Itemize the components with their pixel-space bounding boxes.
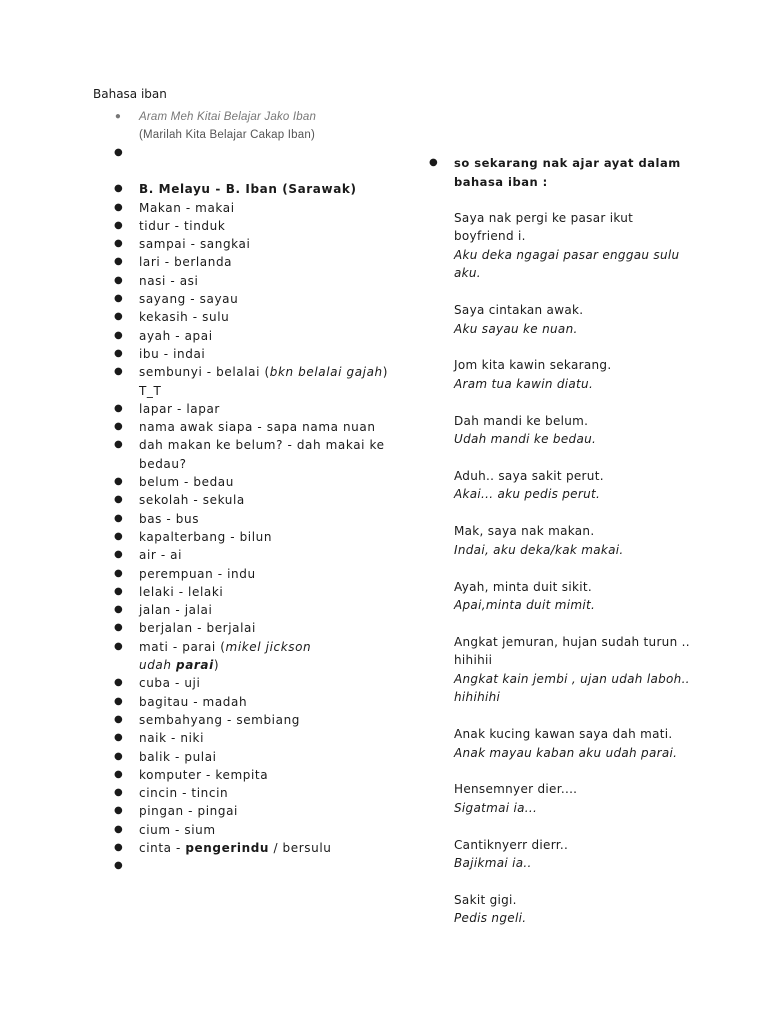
cinta-pre: cinta - [139,840,186,855]
list-item-continuation [112,455,372,473]
list-item [112,400,372,418]
vocab-text: komputer - kempita [139,767,269,782]
list-item [112,345,372,363]
vocab-text: kekasih - sulu [139,310,230,325]
vocab-group-1 [112,199,372,364]
iban-sentence: Aram tua kawin diatu. [454,376,594,391]
vocab-text: ibu - indai [139,346,206,361]
bullet-icon: ● [114,111,122,122]
dah-makan-line-1: dah makan ke belum? - dah makai ke [139,438,385,453]
intro-item-continuation [112,126,372,144]
list-item [112,235,372,253]
list-title-item [112,180,372,198]
malay-sentence: Aduh.. saya sakit perut. [454,469,604,484]
right-heading-line-2: bahasa iban : [454,174,548,189]
bullet-icon: ● [114,256,124,268]
intro-item [112,108,372,126]
malay-sentence: Anak kucing kawan saya dah mati. [454,727,673,742]
sentence-pair [454,725,694,762]
vocab-text: lari - berlanda [139,255,233,270]
vocab-text: berjalan - berjalai [139,621,256,636]
bullet-icon: ● [114,750,124,762]
bullet-icon: ● [114,183,124,195]
list-item [112,821,372,839]
sentence-pair [454,301,694,338]
sentence-pair [454,780,694,817]
list-item [112,217,372,235]
iban-sentence: Akai... aku pedis perut. [454,487,601,502]
bullet-icon: ● [114,311,124,323]
spacer [112,162,372,180]
bullet-icon: ● [114,805,124,817]
vocab-text: perempuan - indu [139,566,256,581]
bullet-icon: ● [114,329,124,341]
bullet-icon: ● [114,841,124,853]
iban-sentence: Indai, aku deka/kak makai. [454,542,624,557]
bullet-icon: ● [114,677,124,689]
iban-sentence: Bajikmai ia.. [454,856,532,871]
sentence-pair [454,578,694,615]
list-item [112,693,372,711]
vocab-text: jalan - jalai [139,603,213,618]
cinta-post: / bersulu [269,840,332,855]
list-item [112,272,372,290]
bullet-icon: ● [114,147,124,158]
list-item [112,583,372,601]
list-title: B. Melayu - B. Iban (Sarawak) [139,182,357,197]
right-column-heading [427,154,687,191]
bullet-icon: ● [114,201,124,213]
vocab-text: sampai - sangkai [139,237,251,252]
malay-sentence: Hensemnyer dier.... [454,782,578,797]
vocab-text: pingan - pingai [139,804,238,819]
right-heading-line-1: so sekarang nak ajar ayat dalam [454,156,681,170]
bullet-icon: ● [114,439,124,451]
vocab-text: nama awak siapa - sapa nama nuan [139,420,376,435]
list-item-mati [112,638,372,656]
bullet-icon: ● [114,238,124,250]
bullet-icon: ● [114,787,124,799]
page-heading: Bahasa iban [93,87,167,101]
sembunyi-note: bkn belalai gajah [269,365,383,380]
vocab-text: cincin - tincin [139,786,229,801]
bullet-icon: ● [114,604,124,616]
sentence-pair [454,412,694,449]
list-item [112,290,372,308]
bullet-icon: ● [114,768,124,780]
sentence-list [454,209,694,946]
list-item-sembunyi [112,363,389,381]
list-item-dah-makan [112,436,385,454]
malay-sentence: Mak, saya nak makan. [454,524,595,539]
bullet-icon: ● [114,640,124,652]
malay-sentence: Jom kita kawin sekarang. [454,358,612,373]
list-item [112,308,372,326]
dah-makan-line-2: bedau? [139,456,187,471]
vocab-text: sekolah - sekula [139,493,245,508]
list-item [112,473,372,491]
list-item [112,510,372,528]
list-item [112,528,372,546]
vocab-text: ayah - apai [139,328,213,343]
sembunyi-line-2: T_T [139,383,162,398]
list-item [112,546,372,564]
list-item [112,253,372,271]
vocab-text: cium - sium [139,822,216,837]
bullet-icon: ● [114,512,124,524]
vocab-text: sembahyang - sembiang [139,712,300,727]
sentence-pair [454,467,694,504]
bullet-icon: ● [114,219,124,231]
bullet-icon: ● [114,860,124,872]
bullet-icon: ● [114,421,124,433]
list-item-continuation [112,382,372,400]
mati-line-2-bold: parai [176,658,214,673]
sembunyi-pre: sembunyi - belalai ( [139,365,270,380]
bullet-icon: ● [114,274,124,286]
iban-sentence: Sigatmai ia... [454,800,538,815]
bullet-icon: ● [114,585,124,597]
sentence-pair [454,522,694,559]
vocab-text: kapalterbang - bilun [139,529,273,544]
list-item [112,711,372,729]
iban-sentence: aku. [454,266,481,281]
list-item [112,601,372,619]
vocab-text: sayang - sayau [139,292,239,307]
iban-sentence: Aku deka ngagai pasar enggau sulu [454,247,680,262]
empty-list-item [112,857,372,875]
vocab-text: belum - bedau [139,475,234,490]
mati-note: mikel jickson [225,639,312,654]
malay-sentence: boyfriend i. [454,229,526,244]
vocab-text: tidur - tinduk [139,218,226,233]
bullet-icon: ● [114,622,124,634]
mati-line-2-pre: udah [139,658,176,673]
malay-sentence: Sakit gigi. [454,893,517,908]
vocab-text: naik - niki [139,731,205,746]
list-item [112,748,372,766]
empty-list-item [112,144,372,162]
malay-sentence: hihihii [454,653,493,668]
list-item [112,674,372,692]
malay-sentence: Dah mandi ke belum. [454,413,589,428]
sentence-pair [454,891,694,928]
list-item [112,619,372,637]
vocab-text: balik - pulai [139,749,217,764]
vocabulary-list [112,108,389,876]
vocab-text: bagitau - madah [139,694,248,709]
bullet-icon: ● [114,347,124,359]
iban-sentence: Angkat kain jembi , ujan udah laboh.. [454,671,690,686]
iban-sentence: hihihihi [454,690,501,705]
list-item [112,491,372,509]
bullet-icon: ● [114,732,124,744]
list-item [112,327,372,345]
bullet-icon: ● [114,494,124,506]
malay-sentence: Saya cintakan awak. [454,303,584,318]
mati-pre: mati - parai ( [139,639,226,654]
bullet-icon: ● [114,567,124,579]
list-item [112,729,372,747]
vocab-group-2 [112,400,376,437]
bullet-icon: ● [114,823,124,835]
list-item [112,766,372,784]
bullet-icon: ● [429,157,439,168]
sentence-pair [454,356,694,393]
list-item [112,802,372,820]
vocab-text: lapar - lapar [139,401,220,416]
vocab-text: bas - bus [139,511,200,526]
iban-sentence: Aku sayau ke nuan. [454,321,578,336]
sentence-section-title [427,154,687,191]
vocab-text: Makan - makai [139,200,235,215]
iban-sentence: Apai,minta duit mimit. [454,598,596,613]
intro-line-1: Aram Meh Kitai Belajar Jako Iban [139,111,317,123]
list-item-continuation [112,656,372,674]
vocab-text: nasi - asi [139,273,199,288]
vocab-text: lelaki - lelaki [139,584,224,599]
malay-sentence: Ayah, minta duit sikit. [454,579,592,594]
bullet-icon: ● [114,366,124,378]
bullet-icon: ● [114,530,124,542]
bullet-icon: ● [114,713,124,725]
vocab-text: air - ai [139,548,183,563]
vocab-group-4 [112,674,372,839]
list-item [112,199,372,217]
list-item-cinta [112,839,372,857]
bullet-icon: ● [114,476,124,488]
malay-sentence: Cantiknyerr dierr.. [454,837,569,852]
list-item [112,418,376,436]
list-item [112,565,372,583]
iban-sentence: Udah mandi ke bedau. [454,432,597,447]
cinta-bold: pengerindu [185,840,270,855]
sentence-pair [454,836,694,873]
sentence-pair [454,633,694,707]
intro-line-2: (Marilah Kita Belajar Cakap Iban) [139,129,315,141]
mati-line-2-post: ) [213,658,220,673]
iban-sentence: Pedis ngeli. [454,911,527,926]
list-item [112,784,372,802]
bullet-icon: ● [114,402,124,414]
malay-sentence: Saya nak pergi ke pasar ikut [454,211,634,225]
vocab-group-3 [112,473,372,638]
sembunyi-post: ) [382,365,389,380]
bullet-icon: ● [114,549,124,561]
iban-sentence: Anak mayau kaban aku udah parai. [454,745,678,760]
bullet-icon: ● [114,293,124,305]
sentence-pair [454,209,694,283]
bullet-icon: ● [114,695,124,707]
malay-sentence: Angkat jemuran, hujan sudah turun .. [454,635,690,649]
vocab-text: cuba - uji [139,676,201,691]
